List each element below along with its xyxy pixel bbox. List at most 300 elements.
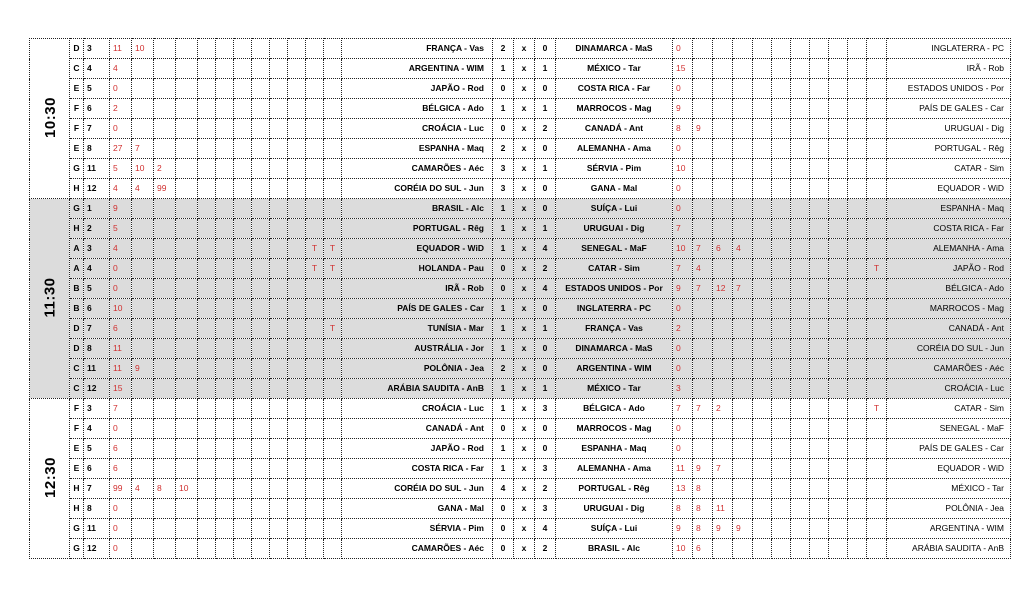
away-score: 2	[535, 539, 556, 559]
empty-cell	[234, 479, 252, 499]
away-team: MÉXICO - Tar	[556, 379, 673, 399]
home-mark-cell	[154, 219, 176, 239]
empty-cell	[810, 419, 829, 439]
empty-cell	[234, 279, 252, 299]
empty-cell	[829, 39, 848, 59]
away-mark-cell: 0	[673, 419, 693, 439]
empty-cell	[234, 79, 252, 99]
flag-cell	[324, 39, 342, 59]
empty-cell	[288, 339, 306, 359]
match-row	[30, 519, 1011, 539]
away-mark-cell	[693, 179, 713, 199]
empty-cell	[810, 179, 829, 199]
empty-cell	[791, 379, 810, 399]
away-mark-cell	[733, 219, 753, 239]
empty-cell	[198, 419, 216, 439]
match-number: 8	[84, 499, 110, 519]
group-letter: C	[70, 379, 84, 399]
next-match-team: IRÃ - Rob	[887, 59, 1011, 79]
home-mark-cell	[132, 59, 154, 79]
flag-cell	[867, 519, 887, 539]
empty-cell	[829, 479, 848, 499]
match-number: 7	[84, 319, 110, 339]
empty-cell	[234, 379, 252, 399]
away-mark-cell: 12	[713, 279, 733, 299]
flag-cell	[867, 299, 887, 319]
home-mark-cell: 0	[110, 119, 132, 139]
group-letter: D	[70, 319, 84, 339]
flag-cell	[867, 339, 887, 359]
empty-cell	[753, 419, 772, 439]
home-mark-cell	[154, 339, 176, 359]
home-mark-cell	[154, 299, 176, 319]
match-number: 3	[84, 239, 110, 259]
next-match-team: SENEGAL - MaF	[887, 419, 1011, 439]
empty-cell	[753, 199, 772, 219]
home-mark-cell	[176, 259, 198, 279]
home-mark-cell: 15	[110, 379, 132, 399]
next-match-team: ARÁBIA SAUDITA - AnB	[887, 539, 1011, 559]
flag-cell	[306, 39, 324, 59]
flag-cell	[306, 139, 324, 159]
empty-cell	[252, 239, 270, 259]
empty-cell	[216, 539, 234, 559]
empty-cell	[772, 59, 791, 79]
empty-cell	[234, 539, 252, 559]
empty-cell	[772, 519, 791, 539]
home-score: 2	[493, 359, 514, 379]
home-mark-cell	[176, 359, 198, 379]
home-mark-cell: 11	[110, 339, 132, 359]
flag-cell	[306, 499, 324, 519]
away-team: MARROCOS - Mag	[556, 419, 673, 439]
empty-cell	[753, 439, 772, 459]
empty-cell	[772, 159, 791, 179]
home-mark-cell	[154, 39, 176, 59]
empty-cell	[252, 439, 270, 459]
flag-cell	[324, 99, 342, 119]
flag-cell	[867, 359, 887, 379]
away-mark-cell	[693, 39, 713, 59]
flag-cell	[324, 179, 342, 199]
away-mark-cell	[693, 199, 713, 219]
away-mark-cell: 15	[673, 59, 693, 79]
empty-cell	[810, 359, 829, 379]
away-mark-cell	[713, 219, 733, 239]
away-mark-cell: 0	[673, 339, 693, 359]
home-mark-cell	[154, 359, 176, 379]
empty-cell	[810, 79, 829, 99]
group-letter: E	[70, 139, 84, 159]
away-mark-cell: 9	[673, 99, 693, 119]
away-mark-cell	[713, 479, 733, 499]
away-team: ARGENTINA - WIM	[556, 359, 673, 379]
away-team: CANADÁ - Ant	[556, 119, 673, 139]
away-team: BÉLGICA - Ado	[556, 399, 673, 419]
home-team: ESPANHA - Maq	[342, 139, 493, 159]
away-score: 4	[535, 239, 556, 259]
away-team: DINAMARCA - MaS	[556, 39, 673, 59]
score-separator: x	[514, 259, 535, 279]
flag-cell	[324, 399, 342, 419]
away-score: 0	[535, 199, 556, 219]
home-mark-cell	[176, 139, 198, 159]
away-mark-cell	[713, 319, 733, 339]
away-mark-cell: 10	[673, 239, 693, 259]
away-mark-cell: 9	[673, 279, 693, 299]
empty-cell	[791, 199, 810, 219]
flag-cell	[324, 459, 342, 479]
flag-cell	[306, 179, 324, 199]
home-score: 1	[493, 99, 514, 119]
away-mark-cell	[693, 339, 713, 359]
away-mark-cell: 0	[673, 139, 693, 159]
home-mark-cell	[132, 459, 154, 479]
empty-cell	[216, 79, 234, 99]
flag-cell	[324, 119, 342, 139]
empty-cell	[753, 359, 772, 379]
empty-cell	[829, 439, 848, 459]
empty-cell	[234, 179, 252, 199]
home-mark-cell	[154, 279, 176, 299]
match-row	[30, 39, 1011, 59]
flag-cell	[324, 419, 342, 439]
empty-cell	[772, 459, 791, 479]
match-row	[30, 159, 1011, 179]
empty-cell	[848, 299, 867, 319]
away-score: 0	[535, 179, 556, 199]
empty-cell	[270, 519, 288, 539]
empty-cell	[753, 139, 772, 159]
empty-cell	[216, 219, 234, 239]
home-mark-cell	[132, 539, 154, 559]
flag-cell	[306, 359, 324, 379]
empty-cell	[216, 139, 234, 159]
away-mark-cell: 2	[713, 399, 733, 419]
away-mark-cell	[733, 199, 753, 219]
away-mark-cell: 8	[693, 519, 713, 539]
away-mark-cell	[733, 539, 753, 559]
empty-cell	[270, 199, 288, 219]
empty-cell	[810, 379, 829, 399]
score-separator: x	[514, 319, 535, 339]
match-number: 7	[84, 479, 110, 499]
empty-cell	[270, 99, 288, 119]
home-mark-cell: 2	[154, 159, 176, 179]
away-mark-cell	[713, 139, 733, 159]
away-mark-cell: 4	[693, 259, 713, 279]
empty-cell	[252, 539, 270, 559]
empty-cell	[216, 499, 234, 519]
empty-cell	[810, 439, 829, 459]
home-mark-cell	[154, 499, 176, 519]
empty-cell	[234, 139, 252, 159]
away-team: ESPANHA - Maq	[556, 439, 673, 459]
empty-cell	[848, 539, 867, 559]
empty-cell	[772, 179, 791, 199]
away-score: 1	[535, 319, 556, 339]
flag-cell	[867, 119, 887, 139]
empty-cell	[270, 139, 288, 159]
match-number: 3	[84, 39, 110, 59]
away-mark-cell: 0	[673, 439, 693, 459]
match-row	[30, 259, 1011, 279]
empty-cell	[216, 159, 234, 179]
empty-cell	[829, 379, 848, 399]
empty-cell	[753, 79, 772, 99]
home-team: FRANÇA - Vas	[342, 39, 493, 59]
empty-cell	[270, 59, 288, 79]
empty-cell	[198, 59, 216, 79]
empty-cell	[772, 199, 791, 219]
empty-cell	[216, 479, 234, 499]
empty-cell	[288, 539, 306, 559]
flag-cell	[867, 79, 887, 99]
empty-cell	[198, 339, 216, 359]
home-score: 1	[493, 339, 514, 359]
home-mark-cell	[154, 399, 176, 419]
home-team: EQUADOR - WiD	[342, 239, 493, 259]
empty-cell	[810, 99, 829, 119]
empty-cell	[753, 499, 772, 519]
match-number: 6	[84, 459, 110, 479]
away-mark-cell: 9	[693, 119, 713, 139]
away-mark-cell: 7	[673, 259, 693, 279]
empty-cell	[791, 439, 810, 459]
group-letter: A	[70, 239, 84, 259]
next-match-team: JAPÃO - Rod	[887, 259, 1011, 279]
empty-cell	[234, 199, 252, 219]
flag-cell	[306, 79, 324, 99]
empty-cell	[829, 339, 848, 359]
match-row	[30, 399, 1011, 419]
next-match-team: CORÉIA DO SUL - Jun	[887, 339, 1011, 359]
score-separator: x	[514, 519, 535, 539]
home-score: 0	[493, 279, 514, 299]
home-mark-cell: 27	[110, 139, 132, 159]
home-team: BRASIL - Alc	[342, 199, 493, 219]
empty-cell	[234, 39, 252, 59]
match-number: 4	[84, 419, 110, 439]
home-mark-cell: 10	[132, 159, 154, 179]
home-mark-cell	[176, 379, 198, 399]
empty-cell	[772, 299, 791, 319]
home-mark-cell: 0	[110, 279, 132, 299]
away-mark-cell: 0	[673, 299, 693, 319]
match-row	[30, 79, 1011, 99]
empty-cell	[829, 79, 848, 99]
flag-cell	[324, 359, 342, 379]
empty-cell	[198, 519, 216, 539]
away-mark-cell	[693, 159, 713, 179]
home-score: 0	[493, 79, 514, 99]
match-number: 11	[84, 359, 110, 379]
empty-cell	[791, 319, 810, 339]
match-row	[30, 59, 1011, 79]
empty-cell	[791, 239, 810, 259]
home-score: 4	[493, 479, 514, 499]
away-mark-cell	[693, 379, 713, 399]
empty-cell	[829, 259, 848, 279]
empty-cell	[791, 119, 810, 139]
empty-cell	[216, 359, 234, 379]
empty-cell	[848, 519, 867, 539]
home-mark-cell	[154, 439, 176, 459]
match-number: 5	[84, 279, 110, 299]
empty-cell	[234, 519, 252, 539]
empty-cell	[772, 119, 791, 139]
away-mark-cell	[733, 159, 753, 179]
score-separator: x	[514, 39, 535, 59]
empty-cell	[810, 59, 829, 79]
home-mark-cell	[154, 59, 176, 79]
empty-cell	[772, 79, 791, 99]
home-mark-cell	[132, 499, 154, 519]
home-mark-cell	[154, 379, 176, 399]
away-mark-cell: 9	[693, 459, 713, 479]
match-row	[30, 319, 1011, 339]
home-mark-cell: 6	[110, 459, 132, 479]
next-match-team: ALEMANHA - Ama	[887, 239, 1011, 259]
away-score: 0	[535, 299, 556, 319]
empty-cell	[791, 219, 810, 239]
flag-cell	[867, 459, 887, 479]
away-mark-cell: 9	[673, 519, 693, 539]
score-separator: x	[514, 219, 535, 239]
away-mark-cell: 0	[673, 179, 693, 199]
home-mark-cell: 0	[110, 539, 132, 559]
away-mark-cell: 13	[673, 479, 693, 499]
away-team: GANA - Mal	[556, 179, 673, 199]
empty-cell	[829, 139, 848, 159]
score-separator: x	[514, 299, 535, 319]
score-separator: x	[514, 399, 535, 419]
match-row	[30, 499, 1011, 519]
empty-cell	[288, 79, 306, 99]
home-team: CORÉIA DO SUL - Jun	[342, 179, 493, 199]
next-match-team: PAÍS DE GALES - Car	[887, 439, 1011, 459]
away-mark-cell	[733, 339, 753, 359]
empty-cell	[270, 159, 288, 179]
away-score: 1	[535, 379, 556, 399]
flag-cell	[324, 279, 342, 299]
empty-cell	[829, 319, 848, 339]
away-mark-cell	[733, 499, 753, 519]
score-separator: x	[514, 139, 535, 159]
home-mark-cell	[132, 299, 154, 319]
home-mark-cell	[132, 259, 154, 279]
away-mark-cell: 8	[693, 479, 713, 499]
away-mark-cell: 10	[673, 539, 693, 559]
home-mark-cell	[132, 279, 154, 299]
score-separator: x	[514, 159, 535, 179]
flag-cell	[306, 119, 324, 139]
away-mark-cell	[693, 219, 713, 239]
empty-cell	[810, 519, 829, 539]
away-score: 0	[535, 139, 556, 159]
away-mark-cell	[713, 59, 733, 79]
away-team: MÉXICO - Tar	[556, 59, 673, 79]
flag-cell	[867, 39, 887, 59]
group-letter: G	[70, 519, 84, 539]
empty-cell	[216, 339, 234, 359]
away-mark-cell: 7	[693, 399, 713, 419]
empty-cell	[753, 479, 772, 499]
empty-cell	[216, 379, 234, 399]
away-mark-cell	[733, 319, 753, 339]
home-mark-cell	[132, 79, 154, 99]
empty-cell	[198, 39, 216, 59]
away-mark-cell	[733, 39, 753, 59]
away-score: 1	[535, 159, 556, 179]
home-team: TUNÍSIA - Mar	[342, 319, 493, 339]
empty-cell	[288, 39, 306, 59]
match-row	[30, 239, 1011, 259]
empty-cell	[810, 279, 829, 299]
flag-cell: T	[306, 259, 324, 279]
away-mark-cell: 7	[693, 279, 713, 299]
flag-cell	[306, 379, 324, 399]
flag-cell	[324, 339, 342, 359]
empty-cell	[772, 379, 791, 399]
empty-cell	[288, 279, 306, 299]
empty-cell	[848, 439, 867, 459]
next-match-team: PAÍS DE GALES - Car	[887, 99, 1011, 119]
flag-cell	[306, 419, 324, 439]
empty-cell	[848, 339, 867, 359]
empty-cell	[810, 219, 829, 239]
next-match-team: COSTA RICA - Far	[887, 219, 1011, 239]
empty-cell	[288, 139, 306, 159]
home-score: 1	[493, 439, 514, 459]
home-mark-cell	[132, 99, 154, 119]
empty-cell	[288, 399, 306, 419]
home-team: CORÉIA DO SUL - Jun	[342, 479, 493, 499]
empty-cell	[810, 539, 829, 559]
home-mark-cell	[176, 179, 198, 199]
home-score: 1	[493, 299, 514, 319]
empty-cell	[810, 399, 829, 419]
home-mark-cell	[154, 539, 176, 559]
home-score: 2	[493, 39, 514, 59]
home-mark-cell	[154, 459, 176, 479]
home-team: CAMARÕES - Aéc	[342, 159, 493, 179]
home-mark-cell: 0	[110, 79, 132, 99]
home-mark-cell	[132, 419, 154, 439]
home-score: 1	[493, 199, 514, 219]
away-mark-cell: 0	[673, 39, 693, 59]
empty-cell	[791, 499, 810, 519]
empty-cell	[270, 479, 288, 499]
empty-cell	[216, 279, 234, 299]
away-mark-cell	[693, 359, 713, 379]
flag-cell	[324, 519, 342, 539]
match-row	[30, 439, 1011, 459]
away-mark-cell	[733, 79, 753, 99]
score-separator: x	[514, 379, 535, 399]
empty-cell	[216, 39, 234, 59]
home-team: POLÔNIA - Jea	[342, 359, 493, 379]
score-separator: x	[514, 459, 535, 479]
empty-cell	[791, 79, 810, 99]
home-mark-cell	[176, 539, 198, 559]
score-separator: x	[514, 279, 535, 299]
away-mark-cell	[733, 99, 753, 119]
away-mark-cell: 9	[713, 519, 733, 539]
next-match-team: INGLATERRA - PC	[887, 39, 1011, 59]
flag-cell	[306, 459, 324, 479]
away-team: URUGUAI - Dig	[556, 499, 673, 519]
